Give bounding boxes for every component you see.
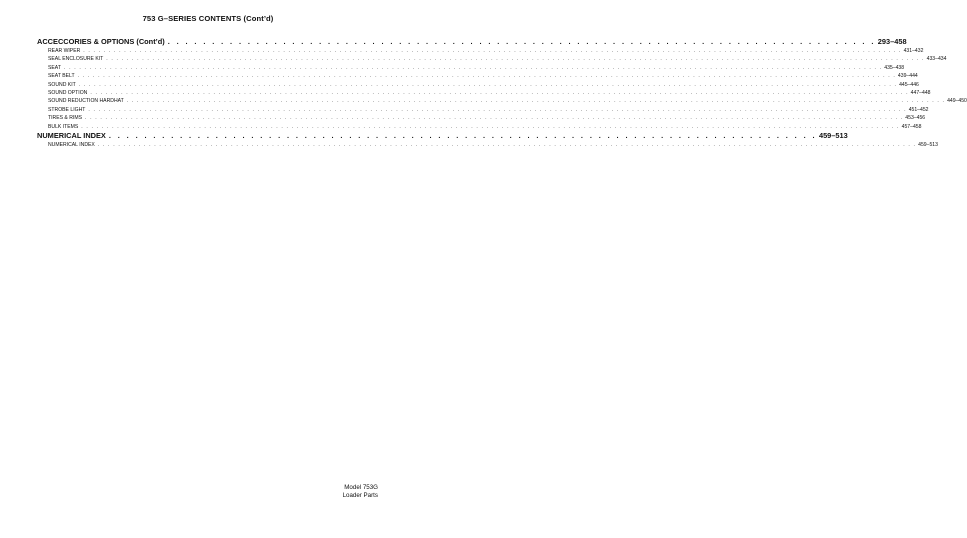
toc-entry[interactable] <box>37 89 931 97</box>
dot-leader: . . . . . . . . . . . . . . . . . . . . . . . . . . . . . . . . . . . . . . . . . . . . . . . . . . . . . . . . . . . . . . . . . . . . . . . . . . . . . . . . <box>108 130 817 140</box>
toc-entry[interactable] <box>37 47 924 55</box>
entry-page-range: 459–513 <box>918 141 938 148</box>
footer-product: Loader Parts <box>342 492 378 499</box>
dot-leader: . . . . . . . . . . . . . . . . . . . . . . . . . . . . . . . . . . . . . . . . . . . . . . . . . . . . . . . . . . . . . . . . . . . . . . . . . . . . . . . . . . . . . . . . . . . . . . . . . . . . . . . . . . . . . . . . . . . . . . . . . . . . . . . . . . . . . . . . . . . . . . . . . . . . . . . . . . . . . . . . <box>63 64 883 71</box>
toc-entry[interactable] <box>37 55 947 63</box>
toc-entry[interactable] <box>37 123 922 131</box>
entry-page-range: 451–452 <box>908 106 929 113</box>
entry-page-range: 453–456 <box>905 115 926 122</box>
table-of-contents <box>37 37 967 149</box>
entry-label: SEAT <box>48 64 61 71</box>
toc-entry[interactable] <box>37 81 919 89</box>
entry-page-range: 457–458 <box>901 123 922 130</box>
toc-entry[interactable] <box>37 114 926 122</box>
section-page-range: 459–513 <box>818 130 848 140</box>
entry-label: SEAT BELT <box>48 73 75 80</box>
toc-section-heading[interactable] <box>37 37 907 47</box>
toc-entry[interactable] <box>37 72 918 80</box>
entry-label: SOUND OPTION <box>48 89 88 96</box>
section-title: ACCECCORIES & OPTIONS (Cont’d) <box>37 37 165 46</box>
entry-page-range: 431–432 <box>903 48 924 54</box>
entry-page-range: 433–434 <box>926 56 947 63</box>
dot-leader: . . . . . . . . . . . . . . . . . . . . . . . . . . . . . . . . . . . . . . . . . . . . . . . . . . . . . . . . . . . . . . . . . . . . . . . . . . . . . . . . . . . . . . . . . . . . . . . . . . . . . . . . . . . . . . . . . . . . . . . . . . . . . . . . . . . . . . . . . . . . . . . . . . . . . . . . . . . . . . . . <box>106 56 925 63</box>
dot-leader: . . . . . . . . . . . . . . . . . . . . . . . . . . . . . . . . . . . . . . . . . . . . . . . . . . . . . . . . . . . . . . . . . . . . . . . . . . . . . . . . . . . . . . . . . . . . . . . . . . . . . . . . . . . . . . . . . . . . . . . . . . . . . . . . . . . . . . . . . . . . . . . . . . . . . . . . . . . . . . . . <box>81 123 900 130</box>
entry-label: STROBE LIGHT <box>48 106 86 113</box>
entry-page-range: 435–438 <box>884 64 905 71</box>
dot-leader: . . . . . . . . . . . . . . . . . . . . . . . . . . . . . . . . . . . . . . . . . . . . . . . . . . . . . . . . . . . . . . . . . . . . . . . . . . . . . . . . . . . . . . . . . . . . . . . . . . . . . . . . . . . . . . . . . . . . . . . . . . . . . . . . . . . . . . . . . . . . . . . . . . . . . . . . . . . . . . . . <box>78 81 898 88</box>
entry-label: NUMERICAL INDEX <box>48 141 95 148</box>
toc-entry[interactable] <box>37 141 938 149</box>
entry-label: SEAL ENCLOSURE KIT <box>48 56 104 63</box>
section-page-range: 293–458 <box>877 37 907 46</box>
entry-label: SOUND KIT <box>48 81 76 88</box>
dot-leader: . . . . . . . . . . . . . . . . . . . . . . . . . . . . . . . . . . . . . . . . . . . . . . . . . . . . . . . . . . . . . . . . . . . . . . . . . . . . . . . . . . . . . . . . . . . . . . . . . . . . . . . . . . . . . . . . . . . . . . . . . . . . . . . . . . . . . . . . . . . . . . . . . . . . . . . . . . . . . . . . <box>84 115 904 122</box>
dot-leader: . . . . . . . . . . . . . . . . . . . . . . . . . . . . . . . . . . . . . . . . . . . . . . . . . . . . . . . . . . . . . . . . . . . . . . . . . . . . . . . . . . . . . . . . . . . . . . . . . . . . . . . . . . . . . . . . . . . . . . . . . . . . . . . . . . . . . . . . . . . . . . . . . . . . . . . . . . . . . . . . <box>126 98 946 105</box>
entry-page-range: 439–444 <box>897 73 918 80</box>
dot-leader: . . . . . . . . . . . . . . . . . . . . . . . . . . . . . . . . . . . . . . . . . . . . . . . . . . . . . . . . . . . . . . . . . . . . . . . . . . . . . . . . . . . . . . . . . . . . . . . . . . . . . . . . . . . . . . . . . . . . . . . . . . . . . . . . . . . . . . . . . . . . . . . . . . . . . . . . . . . . . . . . <box>90 89 909 96</box>
entry-page-range: 449–450 <box>947 98 967 105</box>
footer <box>343 484 378 500</box>
entry-label: BULK ITEMS <box>48 123 79 130</box>
section-title: NUMERICAL INDEX <box>37 130 106 140</box>
dot-leader: . . . . . . . . . . . . . . . . . . . . . . . . . . . . . . . . . . . . . . . . . . . . . . . . . . . . . . . . . . . . . . . . . . . . . . . . . . . . . . . . . . . . . . . . . . . . . . . . . . . . . . . . . . . . . . . . . . . . . . . . . . . . . . . . . . . . . . . . . . . . . . . . . . . . . . . . . . . . . . . . <box>88 106 907 113</box>
entry-page-range: 445–446 <box>899 81 919 88</box>
toc-entry[interactable] <box>37 97 967 105</box>
footer-model: Model 753G <box>344 484 378 491</box>
entry-label: SOUND REDUCTION HARDHAT <box>48 98 124 105</box>
dot-leader: . . . . . . . . . . . . . . . . . . . . . . . . . . . . . . . . . . . . . . . . . . . . . . . . . . . . . . . . . . . . . . . . . . . . . . . . . . . . . . . . <box>167 37 876 46</box>
entry-page-range: 447–448 <box>910 89 931 96</box>
toc-entry[interactable] <box>37 106 929 114</box>
dot-leader: . . . . . . . . . . . . . . . . . . . . . . . . . . . . . . . . . . . . . . . . . . . . . . . . . . . . . . . . . . . . . . . . . . . . . . . . . . . . . . . . . . . . . . . . . . . . . . . . . . . . . . . . . . . . . . . . . . . . . . . . . . . . . . . . . . . . . . . . . . . . . . . . . . . . . . . . . . . . . . . . <box>97 141 917 148</box>
page-title: 753 G–SERIES CONTENTS (Cont’d) <box>142 14 274 23</box>
dot-leader: . . . . . . . . . . . . . . . . . . . . . . . . . . . . . . . . . . . . . . . . . . . . . . . . . . . . . . . . . . . . . . . . . . . . . . . . . . . . . . . . . . . . . . . . . . . . . . . . . . . . . . . . . . . . . . . . . . . . . . . . . . . . . . . . . . . . . . . . . . . . . . . . . . . . . . . . . . . . . . . . <box>83 48 902 54</box>
entry-label: REAR WIPER <box>48 48 81 54</box>
dot-leader: . . . . . . . . . . . . . . . . . . . . . . . . . . . . . . . . . . . . . . . . . . . . . . . . . . . . . . . . . . . . . . . . . . . . . . . . . . . . . . . . . . . . . . . . . . . . . . . . . . . . . . . . . . . . . . . . . . . . . . . . . . . . . . . . . . . . . . . . . . . . . . . . . . . . . . . . . . . . . . . . <box>77 73 896 80</box>
entry-label: TIRES & RIMS <box>48 115 82 122</box>
toc-entry[interactable] <box>37 64 905 72</box>
toc-section-heading[interactable] <box>37 130 848 141</box>
